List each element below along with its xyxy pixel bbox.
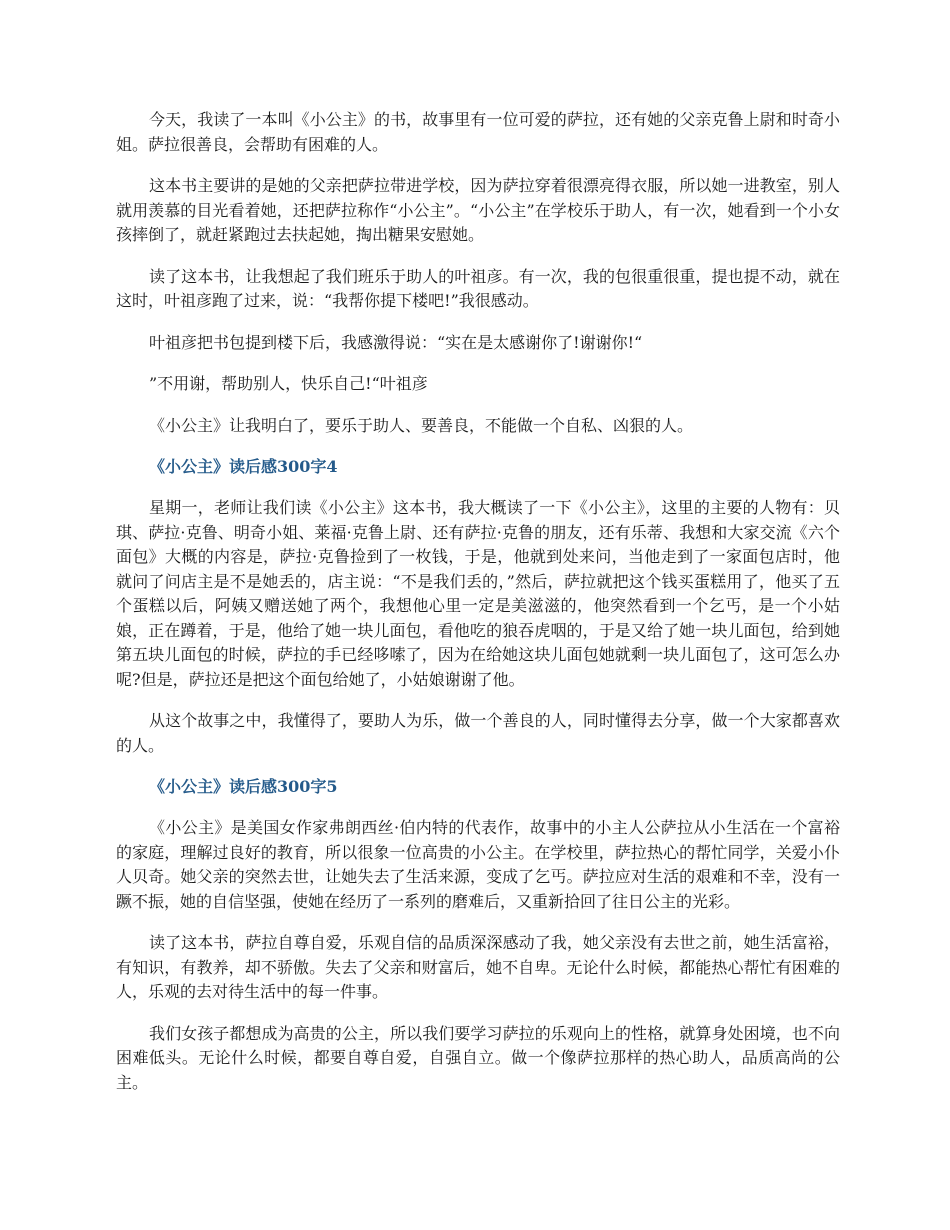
paragraph: 读了这本书，萨拉自尊自爱，乐观自信的品质深深感动了我，她父亲没有去世之前，她生活富裕，有知识，有教养，却不骄傲。失去了父亲和财富后，她不自卑。无论什么时候，都能热心帮忙有困难的人，乐观的去对待生活中的每一件事。 [116,933,840,1001]
section-essay-4 [116,455,840,758]
section-intro [116,108,840,438]
document-page [116,108,840,1112]
paragraph: 《小公主》让我明白了，要乐于助人、要善良，不能做一个自私、凶狠的人。 [149,415,694,435]
paragraph: 叶祖彦把书包提到楼下后，我感激得说：“实在是太感谢你了!谢谢你!“ [149,332,643,352]
section-heading: 《小公主》读后感300字4 [149,457,338,476]
paragraph: 星期一，老师让我们读《小公主》这本书，我大概读了一下《小公主》，这里的主要的人物有：贝琪、萨拉·克鲁、明奇小姐、莱福·克鲁上尉、还有萨拉·克鲁的朋友，还有乐蒂、我想和大家交流《六个面包》大概的内容是，萨拉·克鲁捡到了一枚钱，于是，他就到处来问，当他走到了一家面包店时，他就问了问店主是不是她丢的，店主说：“不是我们丢的，”然后，萨拉就把这个钱买蛋糕用了，他买了五个蛋糕以后，阿姨又赠送她了两个，我想他心里一定是美滋滋的，他突然看到一个乞丐，是一个小姑娘，正在蹲着，于是，他给了她一块儿面包，看他吃的狼吞虎咽的，于是又给了她一块儿面包，给到她第五块儿面包的时候，萨拉的手已经哆嗦了，因为在给她这块儿面包她就剩一块儿面包了，这可怎么办呢?但是，萨拉还是把这个面包给她了，小姑娘谢谢了他。 [116,498,840,689]
paragraph: 这本书主要讲的是她的父亲把萨拉带进学校，因为萨拉穿着很漂亮得衣服，所以她一进教室，别人就用羡慕的目光看着她，还把萨拉称作“小公主”。“小公主”在学校乐于助人，有一次，她看到一个小女孩摔倒了，就赶紧跑过去扶起她，掏出糖果安慰她。 [116,176,840,244]
paragraph: 我们女孩子都想成为高贵的公主，所以我们要学习萨拉的乐观向上的性格，就算身处困境，也不向困难低头。无论什么时候，都要自尊自爱，自强自立。做一个像萨拉那样的热心助人，品质高尚的公主。 [116,1023,840,1092]
paragraph: 读了这本书，让我想起了我们班乐于助人的叶祖彦。有一次，我的包很重很重，提也提不动，就在这时，叶祖彦跑了过来，说：“我帮你提下楼吧!”我很感动。 [116,266,840,310]
section-heading: 《小公主》读后感300字5 [149,777,338,796]
paragraph: 今天，我读了一本叫《小公主》的书，故事里有一位可爱的萨拉，还有她的父亲克鲁上尉和时奇小姐。萨拉很善良，会帮助有困难的人。 [116,110,840,154]
paragraph: 从这个故事之中，我懂得了，要助人为乐，做一个善良的人，同时懂得去分享，做一个大家都喜欢的人。 [116,711,840,755]
section-essay-5 [116,775,840,1095]
paragraph: 《小公主》是美国女作家弗朗西丝·伯内特的代表作，故事中的小主人公萨拉从小生活在一个富裕的家庭，理解过良好的教育，所以很象一位高贵的小公主。在学校里，萨拉热心的帮忙同学，关爱小仆人贝奇。她父亲的突然去世，让她失去了生活来源，变成了乞丐。萨拉应对生活的艰难和不幸，没有一蹶不振，她的自信坚强，使她在经历了一系列的磨难后，又重新拾回了往日公主的光彩。 [116,818,840,911]
paragraph: ”不用谢，帮助别人，快乐自己!“叶祖彦 [149,374,428,393]
